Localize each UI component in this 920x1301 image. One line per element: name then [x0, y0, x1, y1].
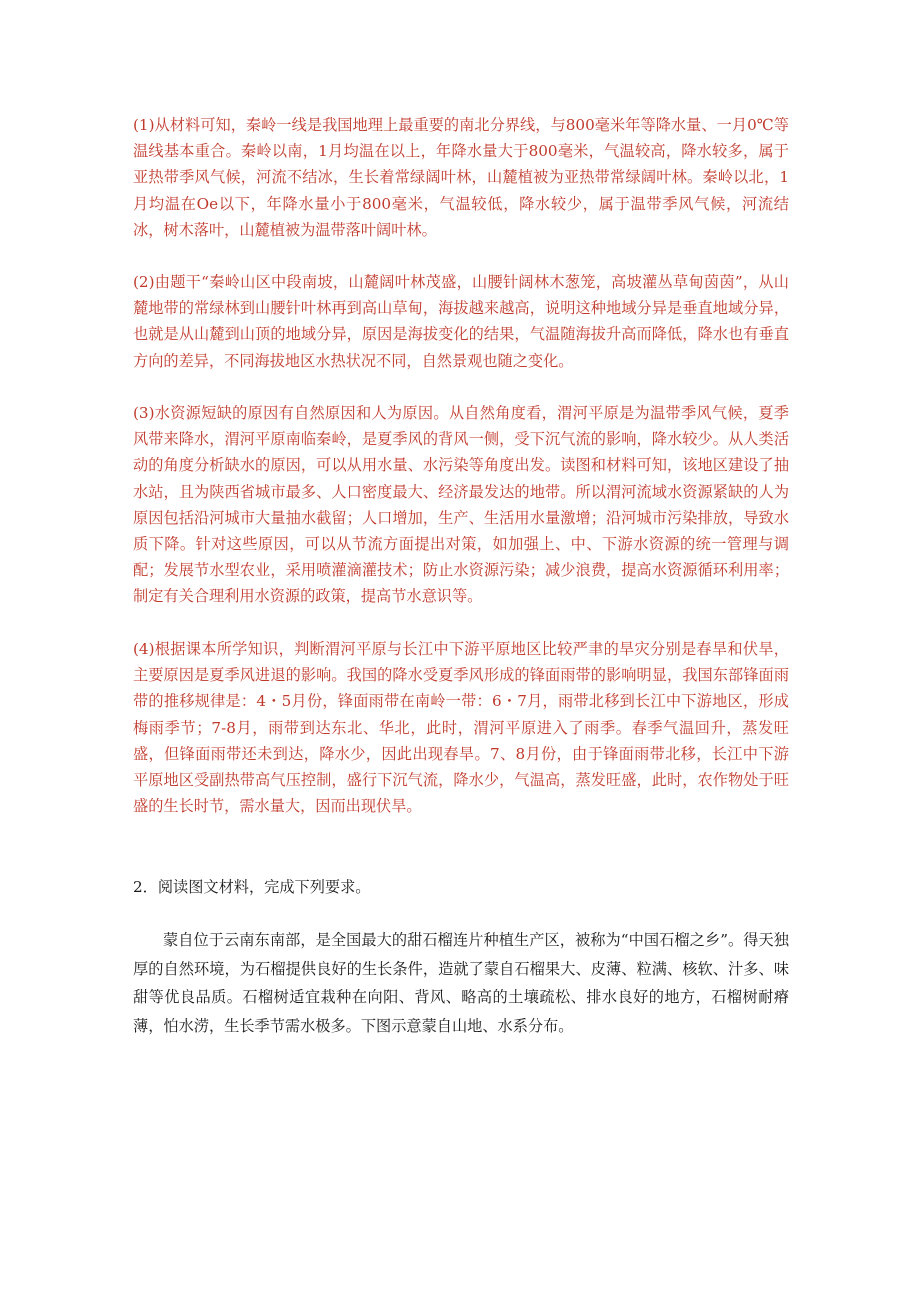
- answer-1: (1)从材料可知，秦岭一线是我国地理上最重要的南北分界线，与800毫米年等降水量、一月0℃等温线基本重合。秦岭以南，1月均温在以上，年降水量大于800毫米，气温较高，降水较多，属于亚热带季风气候，河流不结冰，生长着常绿阔叶林，山麓植被为亚热带常绿阔叶林。秦岭以北，1月均温在Oe以下，年降水量小于800毫米，气温较低，降水较少，属于温带季风气候，河流结冰，树木落叶，山麓植被为温带落叶阔叶林。: [133, 116, 789, 239]
- question-2-material: 蒙自位于云南东南部，是全国最大的甜石榴连片种植生产区，被称为“中国石榴之乡”。得天独厚的自然环境，为石榴提供良好的生长条件，造就了蒙自石榴果大、皮薄、粒满、核软、汁多、味甜等优良品质。石榴树适宜栽种在向阳、背风、略高的土壤疏松、排水良好的地方，石榴树耐瘠薄，怕水涝，生长季节需水极多。下图示意蒙自山地、水系分布。: [133, 931, 789, 1035]
- answer-2: (2)由题干“秦岭山区中段南坡，山麓阔叶林茂盛，山腰针阔林木葱笼，高坡灌丛草甸茵茵”，从山麓地带的常绿林到山腰针叶林再到高山草甸，海拔越来越高，说明这种地域分异是垂直地域分异，也就是从山麓到山顶的地域分异，原因是海拔变化的结果，气温随海拔升高而降低，降水也有垂直方向的差异，不同海拔地区水热状况不同，自然景观也随之变化。: [133, 273, 789, 370]
- question-2-prompt: 2．阅读图文材料，完成下列要求。: [133, 878, 371, 896]
- answer-3: (3)水资源短缺的原因有自然原因和人为原因。从自然角度看，渭河平原是为温带季风气候，夏季风带来降水，渭河平原南临秦岭，是夏季风的背风一侧，受下沉气流的影响，降水较少。从人类活动的角度分析缺水的原因，可以从用水量、水污染等角度出发。读图和材料可知，该地区建设了抽水站，且为陕西省城市最多、人口密度最大、经济最发达的地带。所以渭河流域水资源紧缺的人为原因包括沿河城市大量抽水截留；人口增加，生产、生活用水量激增；沿河城市污染排放，导致水质下降。针对这些原因，可以从节流方面提出对策，如加强上、中、下游水资源的统一管理与调配；发展节水型农业，采用喷灌滴灌技术；防止水资源污染；减少浪费，提高水资源循环利用率；制定有关合理利用水资源的政策，提高节水意识等。: [133, 404, 789, 606]
- answer-section: [133, 112, 789, 872]
- answer-4: (4)根据课本所学知识，判断渭河平原与长江中下游平原地区比较严聿的旱灾分别是春旱和伏旱，主要原因是夏季风进退的影响。我国的降水受夏季风形成的锋面雨带的影响明显，我国东部锋面雨带的推移规律是：4・5月份，锋面雨带在南岭一带：6・7月，雨带北移到长江中下游地区，形成梅雨季节；7-8月，雨带到达东北、华北，此时，渭河平原进入了雨季。春季气温回升，蒸发旺盛，但锋面雨带还未到达，降水少，因此出现春旱。7、8月份，由于锋面雨带北移，长江中下游平原地区受副热带高气压控制，盛行下沉气流，降水少，气温高，蒸发旺盛，此时，农作物处于旺盛的生长时节，需水量大，因而出现伏旱。: [133, 640, 789, 816]
